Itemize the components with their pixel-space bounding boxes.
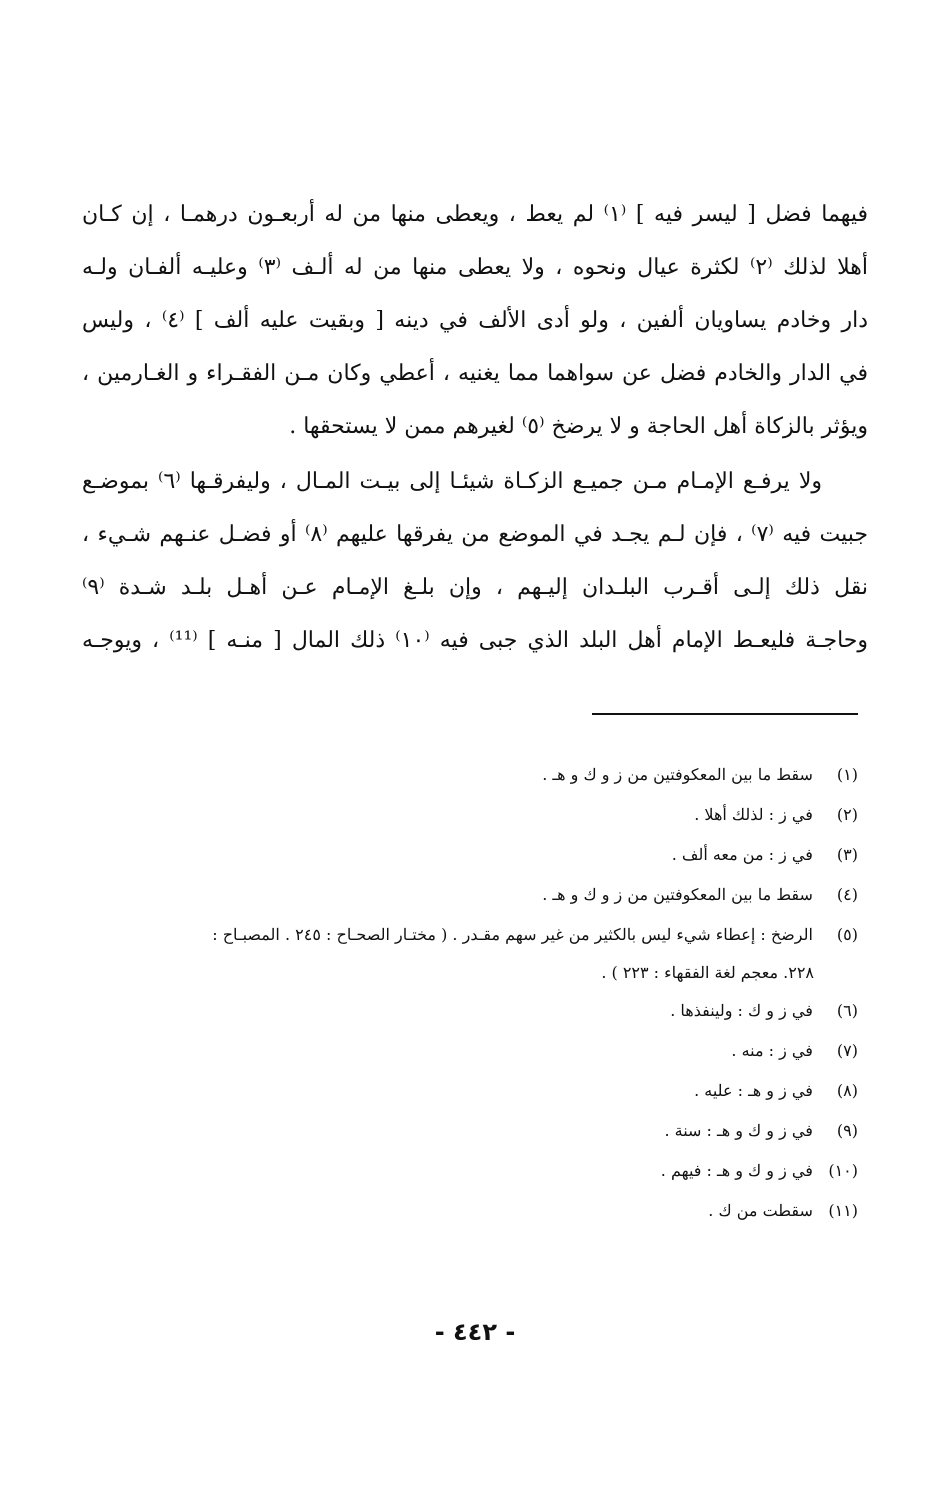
footnote-1 (78, 755, 858, 795)
footnote-text: في ز و ك و هـ : فيهم . (660, 1161, 813, 1180)
footnote-number: (١١) (828, 1201, 858, 1220)
footnote-text: في ز و ك : ولينفذها . (670, 1001, 813, 1020)
main-text (82, 188, 868, 667)
footnote-number: (٢) (836, 805, 858, 824)
footnote-4 (78, 875, 858, 915)
footnote-3 (78, 835, 858, 875)
text-line: في الدار والخادم فضل عن سواهما مما يغنيه ، أعطي وكان مـن الفقـراء و الغـارمين ، (82, 361, 868, 386)
footnote-number: (٦) (836, 1001, 858, 1020)
footnote-2 (78, 795, 858, 835)
paragraph-2 (82, 455, 868, 667)
footnote-number: (٧) (836, 1041, 858, 1060)
footnote-9 (78, 1111, 858, 1151)
text-line: ويؤثر بالزكاة أهل الحاجة و لا يرضخ ⁽٥⁾ لغيرهم ممن لا يستحقها . (289, 414, 868, 439)
text-line: أهلا لذلك ⁽٢⁾ لكثرة عيال ونحوه ، ولا يعطى منها من له ألـف ⁽٣⁾ وعليـه ألفـان ولـه (82, 255, 868, 280)
text-line: جبيت فيه ⁽٧⁾ ، فإن لـم يجـد في الموضع من يفرقها عليهم ⁽٨⁾ أو فضـل عنـهم شـيء ، (82, 522, 868, 547)
footnote-separator (592, 713, 858, 715)
footnote-number: (٤) (836, 885, 858, 904)
footnote-text: في ز : من معه ألف . (671, 845, 813, 864)
footnote-11 (78, 1191, 858, 1231)
footnote-text: سقطت من ك . (708, 1201, 813, 1220)
footnotes (78, 755, 858, 1231)
text-line: ولا يرفـع الإمـام مـن جميـع الزكـاة شيئـا إلى بيـت المـال ، وليفرقـها ⁽٦⁾ بموضـع (82, 469, 822, 494)
footnote-5 (78, 915, 858, 955)
text-line: فيهما فضل [ ليسر فيه ] ⁽١⁾ لم يعط ، ويعطى منها من له أربعـون درهمـا ، إن كـان (82, 202, 868, 227)
footnote-number: (١٠) (828, 1161, 858, 1180)
footnote-number: (٩) (836, 1121, 858, 1140)
paragraph-1 (82, 188, 868, 453)
footnote-text: في ز و هـ : عليه . (694, 1081, 813, 1100)
footnote-text: سقط ما بين المعكوفتين من ز و ك و هـ . (542, 765, 813, 784)
footnote-10 (78, 1151, 858, 1191)
footnote-text: سقط ما بين المعكوفتين من ز و ك و هـ . (542, 885, 813, 904)
footnote-number: (١) (836, 765, 858, 784)
footnote-text: الرضخ : إعطاء شيء ليس بالكثير من غير سهم مقـدر . ( مختـار الصحـاح : ٢٤٥ . المصبـاح : (212, 925, 813, 944)
footnote-text: في ز : لذلك أهلا . (694, 805, 813, 824)
footnote-number: (٨) (836, 1081, 858, 1100)
text-line: دار وخادم يساويان ألفين ، ولو أدى الألف في دينه [ وبقيت عليه ألف ] ⁽٤⁾ ، وليس (82, 308, 868, 333)
footnote-text: في ز : منه . (731, 1041, 813, 1060)
footnote-8 (78, 1071, 858, 1111)
footnote-number: (٥) (836, 925, 858, 944)
footnote-text: في ز و ك و هـ : سنة . (664, 1121, 813, 1140)
footnote-6 (78, 991, 858, 1031)
text-line: نقل ذلك إلـى أقـرب البلـدان إليـهم ، وإن بلـغ الإمـام عـن أهـل بلـد شـدة ⁽٩⁾ (82, 575, 868, 600)
footnote-7 (78, 1031, 858, 1071)
footnote-5-continuation: ٢٢٨. معجم لغة الفقهاء : ٢٢٣ ) . (601, 963, 814, 982)
page-number: - ٤٤٢ - (434, 1318, 516, 1346)
text-line: وحاجـة فليعـط الإمام أهل البلد الذي جبى فيه ⁽١٠⁾ ذلك المال [ منـه ] ⁽¹¹⁾ ، ويوجـه (82, 628, 868, 653)
footnote-number: (٣) (836, 845, 858, 864)
